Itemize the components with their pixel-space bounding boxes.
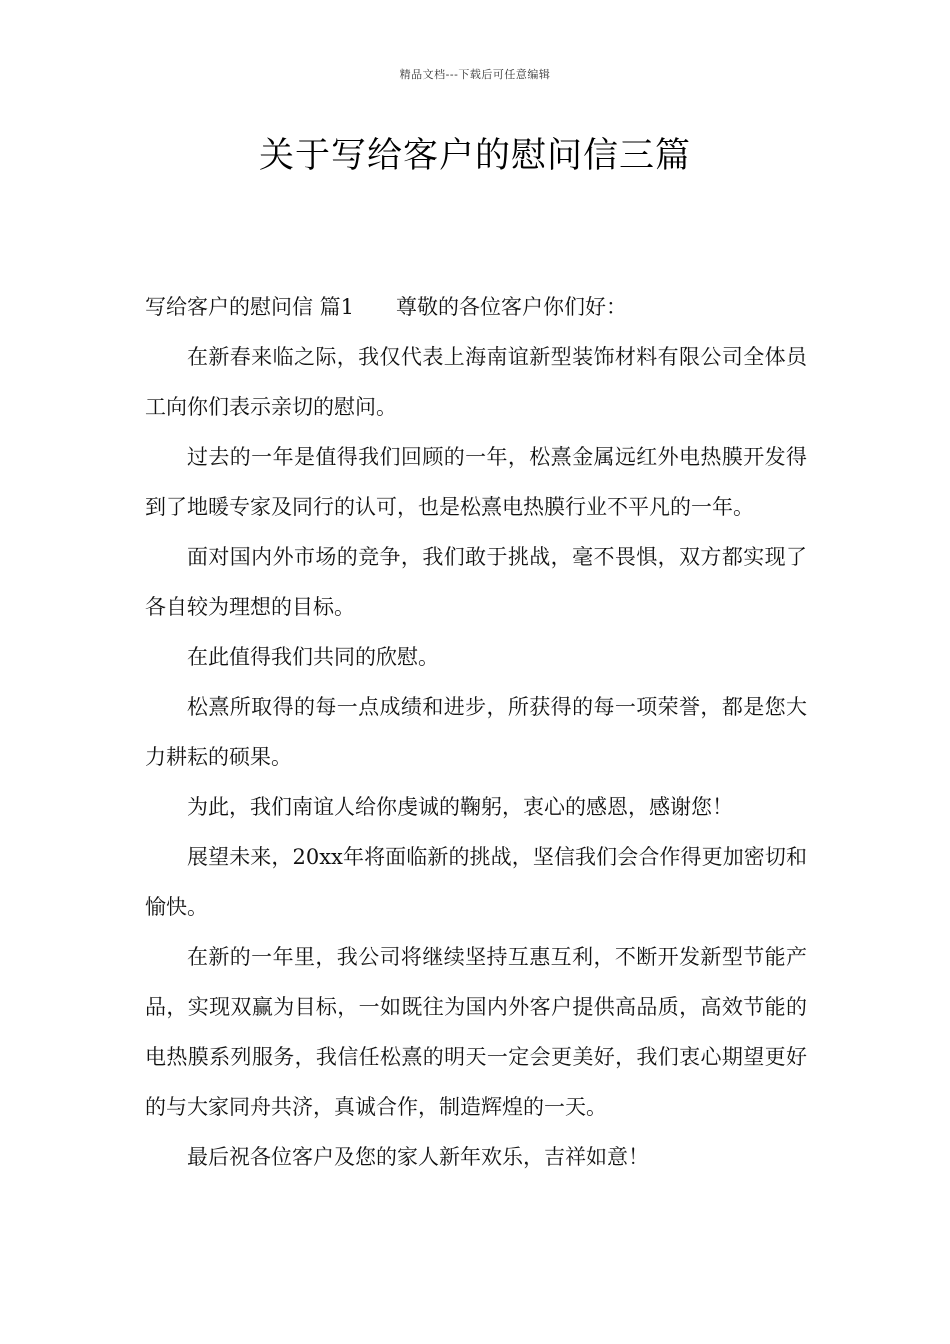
paragraph: 为此，我们南谊人给你虔诚的鞠躬，衷心的感恩，感谢您！ [187, 795, 733, 819]
paragraph: 展望未来，20xx年将面临新的挑战，坚信我们会合作得更加密切和愉快。 [145, 845, 807, 919]
paragraph: 在新春来临之际，我仅代表上海南谊新型装饰材料有限公司全体员工向你们表示亲切的慰问。 [145, 345, 807, 419]
page-title: 关于写给客户的慰问信三篇 [258, 136, 691, 176]
intro-line [145, 282, 807, 332]
section-label: 写给客户的慰问信 篇1 [145, 295, 355, 319]
paragraph: 在新的一年里，我公司将继续坚持互惠互利，不断开发新型节能产品，实现双赢为目标，一如既往为国内外客户提供高品质，高效节能的电热膜系列服务，我信任松熹的明天一定会更美好，我们衷心期望更好的与大家同舟共济，真诚合作，制造辉煌的一天。 [145, 945, 807, 1119]
letter-body [145, 282, 807, 1182]
paragraph: 松熹所取得的每一点成绩和进步，所获得的每一项荣誉，都是您大力耕耘的硕果。 [145, 695, 807, 769]
paragraph: 最后祝各位客户及您的家人新年欢乐，吉祥如意！ [187, 1145, 649, 1169]
paragraph: 过去的一年是值得我们回顾的一年，松熹金属远红外电热膜开发得到了地暖专家及同行的认可，也是松熹电热膜行业不平凡的一年。 [145, 445, 807, 519]
salutation: 尊敬的各位客户你们好： [396, 295, 628, 319]
header-note: 精品文档---下载后可任意编辑 [399, 68, 551, 81]
paragraph: 在此值得我们共同的欣慰。 [187, 645, 439, 669]
paragraph: 面对国内外市场的竞争，我们敢于挑战，毫不畏惧，双方都实现了各自较为理想的目标。 [145, 545, 807, 619]
